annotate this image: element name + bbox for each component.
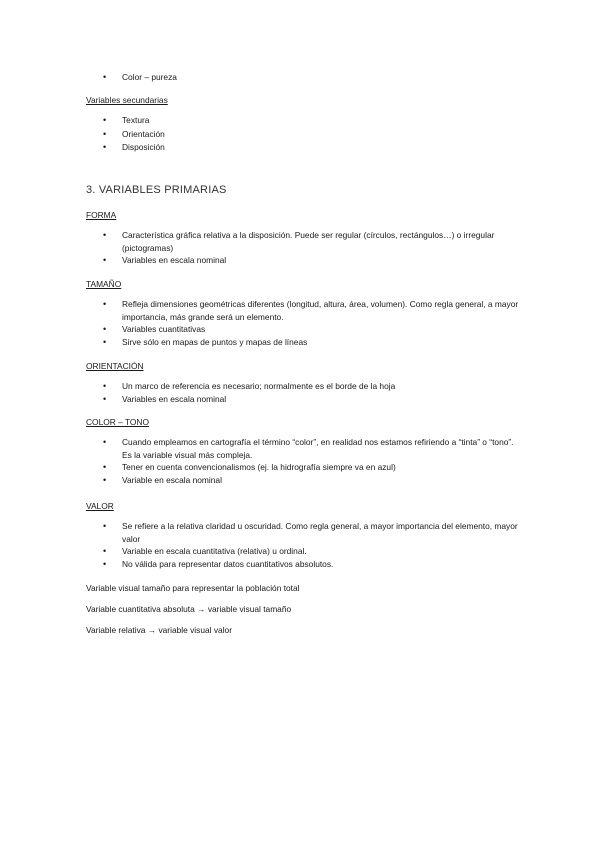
list-item: • Refleja dimensiones geométricas diferentes (longitud, altura, área, volumen). Como regla general, a mayor importancia, más grande será un elemento. [86, 298, 522, 323]
list-item: • Variables en escala nominal [86, 393, 522, 406]
note-line: Variable relativa → variable visual valor [86, 625, 233, 635]
section-title: 3. VARIABLES PRIMARIAS [86, 184, 227, 196]
list-item: • Orientación [86, 128, 522, 141]
color-tono-list [86, 436, 522, 486]
tamano-list [86, 298, 522, 348]
list-item: • Variables cuantitativas [86, 323, 522, 336]
list-item: • Se refiere a la relativa claridad u oscuridad. Como regla general, a mayor importancia del elemento, mayor valor [86, 520, 522, 545]
list-item: • Variables en escala nominal [86, 254, 522, 267]
valor-heading: VALOR [86, 501, 114, 511]
color-tono-heading: COLOR – TONO [86, 417, 149, 427]
list-item: • No válida para representar datos cuantitativos absolutos. [86, 558, 522, 571]
list-item: • Un marco de referencia es necesario; normalmente es el borde de la hoja [86, 380, 522, 393]
secondary-list [86, 114, 522, 155]
list-item: • Característica gráfica relativa a la disposición. Puede ser regular (círculos, rectángulos…) o irregular (pictogramas) [86, 229, 522, 254]
intro-list [86, 71, 522, 84]
orientacion-list [86, 380, 522, 405]
list-item: • Disposición [86, 141, 522, 154]
forma-list [86, 229, 522, 267]
list-item: • Variable en escala cuantitativa (relativa) u ordinal. [86, 545, 522, 558]
note-line: Variable visual tamaño para representar la población total [86, 583, 300, 593]
list-item: • Color – pureza [86, 71, 522, 84]
orientacion-heading: ORIENTACIÓN [86, 361, 144, 371]
note-line: Variable cuantitativa absoluta → variable visual tamaño [86, 604, 292, 614]
list-item: • Tener en cuenta convencionalismos (ej. la hidrografía siempre va en azul) [86, 461, 522, 474]
secondary-heading: Variables secundarias [86, 95, 168, 105]
tamano-heading: TAMAÑO [86, 279, 122, 289]
list-item: • Textura [86, 114, 522, 127]
list-item: • Cuando empleamos en cartografía el término “color”, en realidad nos estamos refiriendo a “tinta” o “tono”. Es la variable visual más compleja. [86, 436, 522, 461]
list-item: • Sirve sólo en mapas de puntos y mapas de líneas [86, 336, 522, 349]
valor-list [86, 520, 522, 570]
list-item: • Variable en escala nominal [86, 474, 522, 487]
forma-heading: FORMA [86, 210, 117, 220]
